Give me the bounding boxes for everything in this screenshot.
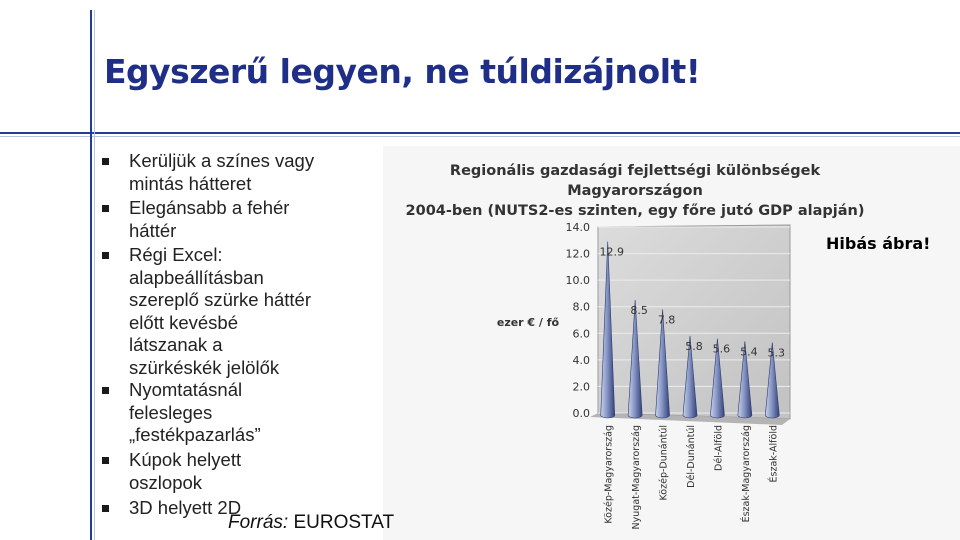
data-label: 5.4: [740, 345, 758, 359]
bullet-text: Nyomtatásnál felesleges „festékpazarlás”: [129, 379, 261, 445]
y-tick-label: 8.0: [572, 300, 590, 314]
y-tick-label: 6.0: [572, 327, 590, 341]
bullet-text: 3D helyett 2D: [129, 497, 242, 518]
y-tick-label: 14.0: [565, 221, 590, 234]
data-label: 5.3: [767, 346, 786, 360]
bullet-text: Kúpok helyett oszlopok: [129, 449, 242, 493]
data-label: 7.8: [657, 313, 676, 327]
source-caption: [228, 512, 394, 534]
y-tick-label: 4.0: [572, 353, 590, 367]
category-label: Közép-Dunántúl: [658, 425, 670, 501]
category-label: Közép-Magyarország: [603, 425, 615, 524]
category-label: Dél-Alföld: [713, 425, 725, 471]
error-note: Hibás ábra!: [826, 234, 931, 253]
category-label: Nyugat-Magyarország: [631, 425, 643, 530]
data-label: 5.6: [712, 342, 731, 356]
source-text: EUROSTAT: [293, 512, 395, 533]
y-axis-label: ezer € / fő: [496, 316, 560, 329]
data-label: 12.9: [599, 245, 624, 259]
bullet-text: Kerüljük a színes vagy mintás hátteret: [129, 150, 315, 194]
y-tick-label: 12.0: [565, 247, 590, 261]
y-tick-label: 10.0: [565, 274, 590, 288]
category-label: Észak-Magyarország: [740, 425, 752, 523]
bullet-text: Elegánsabb a fehér háttér: [129, 197, 290, 241]
source-label: Forrás:: [228, 512, 289, 533]
y-tick-label: 2.0: [572, 380, 590, 394]
category-label: Észak-Alföld: [768, 425, 780, 483]
data-label: 5.8: [685, 339, 703, 353]
y-tick-label: 0.0: [572, 407, 590, 420]
slide-title: Egyszerű legyen, ne túldizájnolt!: [104, 52, 701, 91]
category-label: Dél-Dunántúl: [686, 425, 697, 488]
data-label: 8.5: [630, 304, 648, 318]
bullet-text: Régi Excel: alapbeállításban szereplő szürke háttér előtt kevésbé látszanak a szürkéskék jelölők: [129, 244, 312, 378]
chart-title: Regionális gazdasági fejlettségi különbségek Magyarországon 2004-ben (NUTS2-es szinten, egy főre jutó GDP alapján): [405, 163, 865, 219]
